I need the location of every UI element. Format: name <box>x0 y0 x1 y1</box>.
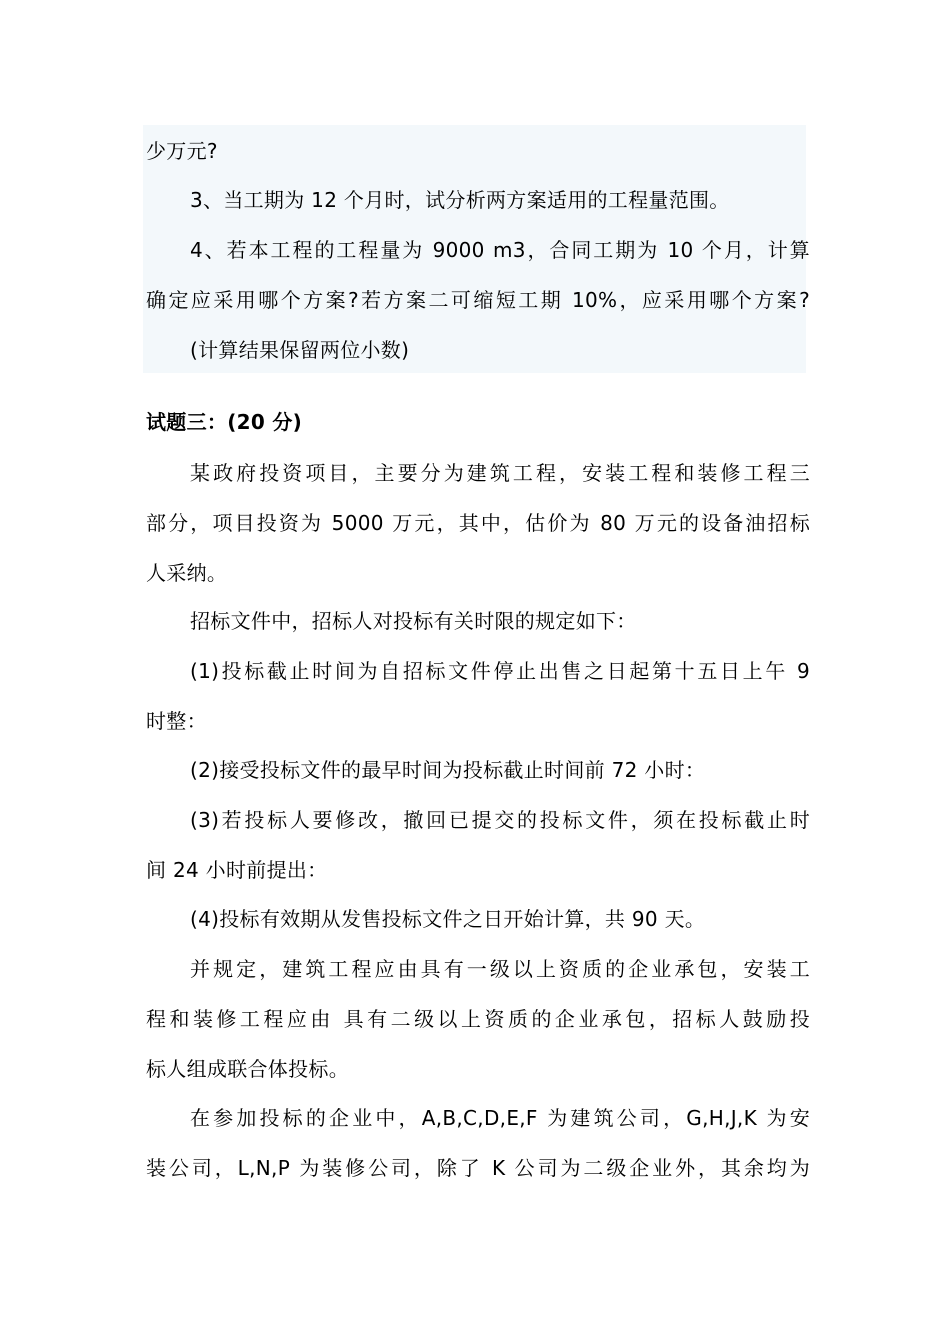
paragraph-line: 装公司，L,N,P 为装修公司，除了 K 公司为二级企业外，其余均为 <box>146 1156 810 1180</box>
continued-text-line: 少万元? <box>146 139 218 163</box>
paragraph-line: 标人组成联合体投标。 <box>146 1057 349 1081</box>
rule-item-1: (1)投标截止时间为自招标文件停止出售之日起第十五日上午 9 <box>190 659 810 683</box>
paragraph-line: 招标文件中，招标人对投标有关时限的规定如下： <box>190 609 637 633</box>
question3-heading: 试题三：(20 分) <box>146 410 303 434</box>
calculation-note: (计算结果保留两位小数) <box>190 338 410 362</box>
rule-item-3-continued: 间 24 小时前提出： <box>146 858 328 882</box>
paragraph-line: 部分，项目投资为 5000 万元，其中，估价为 80 万元的设备油招标 <box>146 511 810 535</box>
rule-item-4: (4)投标有效期从发售投标文件之日开始计算，共 90 天。 <box>190 907 706 931</box>
rule-item-2: (2)接受投标文件的最早时间为投标截止时间前 72 小时： <box>190 758 706 782</box>
question-item-4-continued: 确定应采用哪个方案?若方案二可缩短工期 10%，应采用哪个方案? <box>146 288 810 312</box>
paragraph-line: 程和装修工程应由 具有二级以上资质的企业承包，招标人鼓励投 <box>146 1007 810 1031</box>
question-item-3: 3、当工期为 12 个月时，试分析两方案适用的工程量范围。 <box>190 188 730 212</box>
paragraph-line: 在参加投标的企业中，A,B,C,D,E,F 为建筑公司，G,H,J,K 为安 <box>190 1106 810 1130</box>
rule-item-3: (3)若投标人要修改，撤回已提交的投标文件，须在投标截止时 <box>190 808 810 832</box>
paragraph-line: 人采纳。 <box>146 561 228 585</box>
paragraph-line: 某政府投资项目，主要分为建筑工程，安装工程和装修工程三 <box>190 461 810 485</box>
question-item-4: 4、若本工程的工程量为 9000 m3，合同工期为 10 个月，计算 <box>190 238 810 262</box>
paragraph-line: 并规定，建筑工程应由具有一级以上资质的企业承包，安装工 <box>190 957 810 981</box>
rule-item-1-continued: 时整： <box>146 709 207 733</box>
